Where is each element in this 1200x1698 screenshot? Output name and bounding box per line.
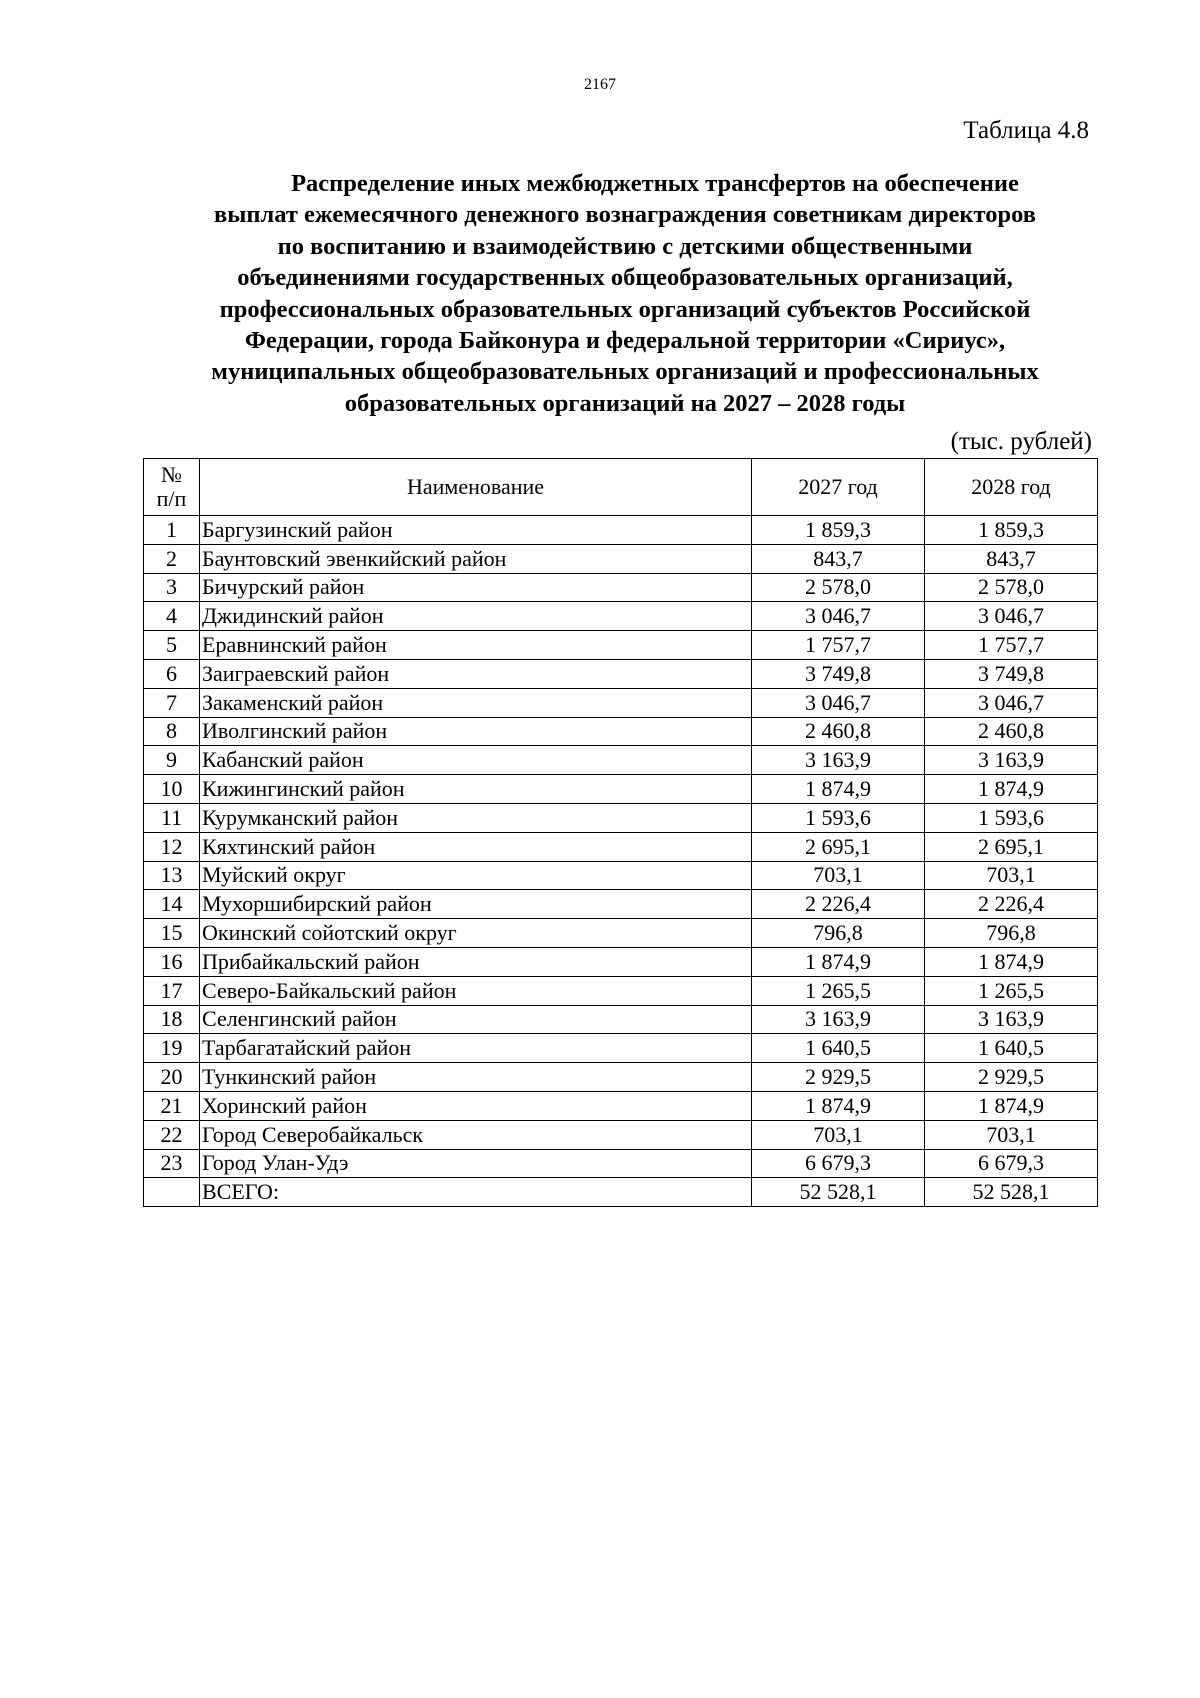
- table-row: [144, 746, 1098, 775]
- header-num-line2: п/п: [156, 486, 187, 511]
- cell-2028: 796,8: [925, 919, 1098, 948]
- table-row: [144, 890, 1098, 919]
- cell-2028: 2 226,4: [925, 890, 1098, 919]
- cell-2027: 2 929,5: [752, 1063, 925, 1092]
- cell-name: Баргузинский район: [200, 516, 752, 545]
- header-2027: 2027 год: [752, 459, 925, 516]
- table-row: [144, 544, 1098, 573]
- cell-num: 23: [144, 1149, 200, 1178]
- table-row: [144, 803, 1098, 832]
- table-row: [144, 976, 1098, 1005]
- cell-name: Муйский округ: [200, 861, 752, 890]
- cell-2027: 843,7: [752, 544, 925, 573]
- cell-2027: 1 593,6: [752, 803, 925, 832]
- cell-name: Кабанский район: [200, 746, 752, 775]
- cell-2028: 2 929,5: [925, 1063, 1098, 1092]
- table-row: [144, 1120, 1098, 1149]
- table-body: [144, 516, 1098, 1207]
- table-row: [144, 1005, 1098, 1034]
- cell-2027: 703,1: [752, 1120, 925, 1149]
- table-row: [144, 1063, 1098, 1092]
- cell-num: 3: [144, 573, 200, 602]
- title-line: выплат ежемесячного денежного вознаграждения советникам директоров: [214, 201, 1036, 229]
- cell-num: 17: [144, 976, 200, 1005]
- cell-name: Заиграевский район: [200, 659, 752, 688]
- cell-2028: 3 749,8: [925, 659, 1098, 688]
- table-row: [144, 602, 1098, 631]
- cell-2028: 1 859,3: [925, 516, 1098, 545]
- cell-name: Тункинский район: [200, 1063, 752, 1092]
- header-2028: 2028 год: [925, 459, 1098, 516]
- cell-num: 18: [144, 1005, 200, 1034]
- total-row: [144, 1178, 1098, 1207]
- cell-2028: 6 679,3: [925, 1149, 1098, 1178]
- cell-name: Город Северобайкальск: [200, 1120, 752, 1149]
- cell-num: 15: [144, 919, 200, 948]
- table-row: [144, 573, 1098, 602]
- cell-num: 7: [144, 688, 200, 717]
- cell-2027: 1 859,3: [752, 516, 925, 545]
- cell-2027: 2 226,4: [752, 890, 925, 919]
- page-number: 2167: [584, 76, 616, 93]
- cell-2028: 3 163,9: [925, 746, 1098, 775]
- cell-num: 12: [144, 832, 200, 861]
- cell-name: Кижингинский район: [200, 775, 752, 804]
- cell-num: 13: [144, 861, 200, 890]
- cell-num: 5: [144, 631, 200, 660]
- cell-num: 10: [144, 775, 200, 804]
- cell-2027: 2 695,1: [752, 832, 925, 861]
- table-row: [144, 1149, 1098, 1178]
- cell-2028: 703,1: [925, 861, 1098, 890]
- cell-2028: 3 163,9: [925, 1005, 1098, 1034]
- cell-num: 4: [144, 602, 200, 631]
- header-num: [144, 459, 200, 516]
- header-name: Наименование: [200, 459, 752, 516]
- cell-name: Баунтовский эвенкийский район: [200, 544, 752, 573]
- cell-name: Селенгинский район: [200, 1005, 752, 1034]
- cell-2028: 1 874,9: [925, 947, 1098, 976]
- cell-2028: 3 046,7: [925, 688, 1098, 717]
- cell-2027: 1 265,5: [752, 976, 925, 1005]
- cell-2028: 1 593,6: [925, 803, 1098, 832]
- cell-2027: 796,8: [752, 919, 925, 948]
- transfers-table: [143, 458, 1098, 1207]
- table-row: [144, 516, 1098, 545]
- cell-name: Мухоршибирский район: [200, 890, 752, 919]
- cell-num: 9: [144, 746, 200, 775]
- table-row: [144, 688, 1098, 717]
- cell-2028: 52 528,1: [925, 1178, 1098, 1207]
- cell-num: 8: [144, 717, 200, 746]
- cell-2027: 1 757,7: [752, 631, 925, 660]
- cell-2027: 3 046,7: [752, 688, 925, 717]
- header-row: [144, 459, 1098, 516]
- cell-num: 16: [144, 947, 200, 976]
- units-label: (тыс. рублей): [950, 428, 1092, 455]
- title-line: Федерации, города Байконура и федеральной территории «Сириус»,: [244, 327, 1006, 355]
- cell-2028: 843,7: [925, 544, 1098, 573]
- cell-name: Северо-Байкальский район: [200, 976, 752, 1005]
- table-row: [144, 1091, 1098, 1120]
- cell-2027: 52 528,1: [752, 1178, 925, 1207]
- cell-2027: 3 163,9: [752, 1005, 925, 1034]
- cell-name: Кяхтинский район: [200, 832, 752, 861]
- cell-2028: 703,1: [925, 1120, 1098, 1149]
- table-label: Таблица 4.8: [963, 117, 1089, 144]
- cell-name: Еравнинский район: [200, 631, 752, 660]
- cell-2027: 6 679,3: [752, 1149, 925, 1178]
- cell-num: [144, 1178, 200, 1207]
- table-row: [144, 1034, 1098, 1063]
- cell-num: 14: [144, 890, 200, 919]
- table-header: [144, 459, 1098, 516]
- cell-2027: 1 874,9: [752, 775, 925, 804]
- cell-2028: 1 265,5: [925, 976, 1098, 1005]
- cell-name: Тарбагатайский район: [200, 1034, 752, 1063]
- cell-num: 2: [144, 544, 200, 573]
- table-row: [144, 659, 1098, 688]
- cell-num: 11: [144, 803, 200, 832]
- title-line: образовательных организаций на 2027 – 2028 годы: [344, 389, 906, 417]
- cell-2027: 1 640,5: [752, 1034, 925, 1063]
- header-num-line1: №: [161, 462, 182, 487]
- cell-2027: 3 163,9: [752, 746, 925, 775]
- cell-name: Джидинский район: [200, 602, 752, 631]
- title-line: профессиональных образовательных организаций субъектов Российской: [219, 295, 1031, 323]
- title-line: муниципальных общеобразовательных организаций и профессиональных: [211, 358, 1039, 386]
- cell-name: Город Улан-Удэ: [200, 1149, 752, 1178]
- table-row: [144, 919, 1098, 948]
- cell-name: Окинский сойотский округ: [200, 919, 752, 948]
- title-line: Распределение иных межбюджетных трансфертов на обеспечение: [291, 170, 1019, 197]
- table-row: [144, 861, 1098, 890]
- cell-name: Хоринский район: [200, 1091, 752, 1120]
- document-title: [140, 168, 1110, 419]
- cell-2028: 2 578,0: [925, 573, 1098, 602]
- cell-2027: 2 460,8: [752, 717, 925, 746]
- cell-num: 19: [144, 1034, 200, 1063]
- cell-2028: 1 874,9: [925, 775, 1098, 804]
- cell-num: 1: [144, 516, 200, 545]
- cell-name: Иволгинский район: [200, 717, 752, 746]
- cell-num: 20: [144, 1063, 200, 1092]
- cell-2028: 1 874,9: [925, 1091, 1098, 1120]
- cell-2027: 3 046,7: [752, 602, 925, 631]
- cell-name: Закаменский район: [200, 688, 752, 717]
- cell-2028: 1 640,5: [925, 1034, 1098, 1063]
- cell-2027: 2 578,0: [752, 573, 925, 602]
- cell-2028: 2 460,8: [925, 717, 1098, 746]
- cell-name: Прибайкальский район: [200, 947, 752, 976]
- cell-name: Бичурский район: [200, 573, 752, 602]
- table-row: [144, 631, 1098, 660]
- title-line: по воспитанию и взаимодействию с детскими общественными: [277, 232, 973, 260]
- table-row: [144, 775, 1098, 804]
- table-row: [144, 832, 1098, 861]
- cell-2028: 1 757,7: [925, 631, 1098, 660]
- cell-2027: 3 749,8: [752, 659, 925, 688]
- cell-num: 6: [144, 659, 200, 688]
- cell-num: 21: [144, 1091, 200, 1120]
- cell-2027: 1 874,9: [752, 1091, 925, 1120]
- cell-num: 22: [144, 1120, 200, 1149]
- cell-2028: 2 695,1: [925, 832, 1098, 861]
- cell-2027: 1 874,9: [752, 947, 925, 976]
- title-line: объединениями государственных общеобразовательных организаций,: [237, 264, 1013, 292]
- table-row: [144, 717, 1098, 746]
- cell-2027: 703,1: [752, 861, 925, 890]
- cell-2028: 3 046,7: [925, 602, 1098, 631]
- cell-name: Курумканский район: [200, 803, 752, 832]
- table-row: [144, 947, 1098, 976]
- cell-name: ВСЕГО:: [200, 1178, 752, 1207]
